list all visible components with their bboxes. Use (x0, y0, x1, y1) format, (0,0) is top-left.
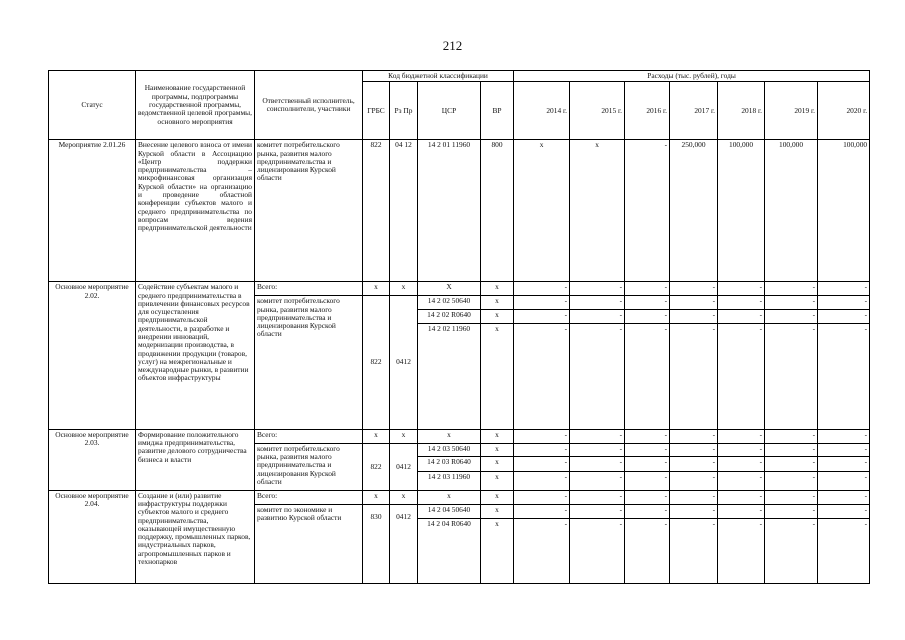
cell-value: - (670, 296, 718, 310)
cell-value: - (718, 429, 765, 443)
cell-value: - (670, 504, 718, 518)
header-year: 2014 г. (514, 82, 570, 140)
cell-value: - (818, 504, 870, 518)
cell-vr: x (481, 490, 514, 504)
cell-rzpr: 0412 (390, 296, 418, 430)
cell-vr: x (481, 504, 514, 518)
cell-value: - (570, 490, 625, 504)
row-name: Создание и (или) развитие инфраструктуры поддержки субъектов малого и среднего предпринимательства, оказывающей имущественную поддержку, промышленных парков, индустриальных парков, агропромышленных парков и технопарков (136, 490, 255, 584)
cell-grbs: x (363, 282, 390, 296)
cell-csr: 14 2 01 11960 (418, 140, 481, 282)
cell-grbs: 822 (363, 140, 390, 282)
cell-value: - (670, 310, 718, 324)
cell-value: 100,000 (718, 140, 765, 282)
cell-value: - (670, 324, 718, 338)
row-responsible: комитет потребительского рынка, развития малого предпринимательства и лицензирования Курской области (255, 296, 363, 430)
cell-value: - (718, 518, 765, 532)
cell-value: - (818, 490, 870, 504)
cell-csr: X (418, 282, 481, 296)
cell-vr: x (481, 324, 514, 338)
cell-value: - (670, 471, 718, 490)
cell-value: - (718, 490, 765, 504)
cell-value: - (625, 471, 670, 490)
page-number: 212 (442, 38, 463, 53)
cell-value: - (818, 456, 870, 471)
header-name: Наименование государственной программы, подпрограммы государственной программы, ведомственной целевой программы, основного мероприятия (136, 71, 255, 140)
row-responsible: комитет по экономике и развитию Курской области (255, 504, 363, 584)
cell-vr: x (481, 443, 514, 456)
cell-value: - (765, 490, 818, 504)
header-year: 2016 г. (625, 82, 670, 140)
header-vr: ВР (481, 82, 514, 140)
cell-csr: 14 2 03 50640 (418, 443, 481, 456)
cell-value: - (765, 324, 818, 338)
cell-value: - (514, 296, 570, 310)
cell-csr: 14 2 04 50640 (418, 504, 481, 518)
row-status: Основное мероприятие 2.02. (49, 282, 136, 430)
cell-rzpr: 0412 (390, 504, 418, 584)
cell-vr: x (481, 429, 514, 443)
budget-table (48, 70, 870, 584)
cell-value: - (570, 429, 625, 443)
cell-value: - (625, 456, 670, 471)
table-row (49, 490, 870, 504)
cell-rzpr: x (390, 490, 418, 504)
cell-value: - (625, 504, 670, 518)
row-name: Содействие субъектам малого и среднего предпринимательства в привлечении финансовых ресурсов для осуществления предпринимательской деятельности, в разработке и внедрении инноваций, модернизации производства, в продвижении продукции (товаров, услуг) на межрегиональные и международные рынки, в развитии объектов инфраструктуры (136, 282, 255, 430)
cell-value: - (625, 310, 670, 324)
cell-grbs: 822 (363, 296, 390, 430)
cell-value: - (625, 518, 670, 532)
cell-vr: 800 (481, 140, 514, 282)
cell-value: - (818, 282, 870, 296)
cell-grbs: 830 (363, 504, 390, 584)
cell-value: 250,000 (670, 140, 718, 282)
row-responsible: комитет потребительского рынка, развития малого предпринимательства и лицензирования Курской области (255, 443, 363, 490)
header-year: 2019 г. (765, 82, 818, 140)
cell-value: x (514, 140, 570, 282)
cell-value: - (514, 282, 570, 296)
header-grbs: ГРБС (363, 82, 390, 140)
cell-vr: x (481, 296, 514, 310)
cell-value: - (514, 456, 570, 471)
cell-value: - (718, 456, 765, 471)
header-year: 2018 г. (718, 82, 765, 140)
row-status: Основное мероприятие 2.04. (49, 490, 136, 584)
cell-value: - (570, 296, 625, 310)
cell-csr: 14 2 04 R0640 (418, 518, 481, 532)
cell-csr: 14 2 03 R0640 (418, 456, 481, 471)
cell-value: - (765, 310, 818, 324)
header-year: 2015 г. (570, 82, 625, 140)
cell-value: - (570, 443, 625, 456)
cell-vr: x (481, 518, 514, 532)
cell-value: - (765, 443, 818, 456)
table-row (49, 282, 870, 296)
cell-value: - (718, 296, 765, 310)
cell-vr: x (481, 471, 514, 490)
cell-value: - (570, 282, 625, 296)
header-rzpr: Рз Пр (390, 82, 418, 140)
row-responsible: комитет потребительского рынка, развития малого предпринимательства и лицензирования Курской области (255, 140, 363, 282)
cell-value: - (765, 518, 818, 532)
cell-value: - (670, 456, 718, 471)
cell-csr: 14 2 02 11960 (418, 324, 481, 338)
cell-value: - (625, 443, 670, 456)
cell-value: - (570, 456, 625, 471)
cell-value: - (514, 518, 570, 532)
cell-value: - (765, 429, 818, 443)
cell-value: - (765, 296, 818, 310)
cell-value: - (625, 324, 670, 338)
row-total-label: Всего: (255, 429, 363, 443)
cell-value: - (514, 490, 570, 504)
cell-value: - (625, 429, 670, 443)
cell-rzpr: x (390, 429, 418, 443)
cell-value: - (718, 282, 765, 296)
row-status: Мероприятие 2.01.26 (49, 140, 136, 282)
cell-csr: 14 2 03 11960 (418, 471, 481, 490)
cell-vr: x (481, 310, 514, 324)
header-status: Статус (49, 71, 136, 140)
row-name: Формирование положительного имиджа предпринимательства, развитие делового сотрудничества бизнеса и власти (136, 429, 255, 490)
cell-value: - (818, 518, 870, 532)
cell-value: - (625, 140, 670, 282)
cell-csr: 14 2 02 R0640 (418, 310, 481, 324)
cell-rzpr: x (390, 282, 418, 296)
row-total-label: Всего: (255, 490, 363, 504)
header-budget-code: Код бюджетной классификации (363, 71, 514, 82)
cell-value: - (514, 504, 570, 518)
header-year: 2020 г. (818, 82, 870, 140)
cell-value: - (765, 471, 818, 490)
cell-value: - (514, 429, 570, 443)
cell-value: - (718, 310, 765, 324)
cell-value: - (670, 429, 718, 443)
cell-csr: x (418, 490, 481, 504)
cell-rzpr: 0412 (390, 443, 418, 490)
cell-value: - (818, 429, 870, 443)
cell-value: - (670, 443, 718, 456)
header-responsible: Ответственный исполнитель, соисполнители, участники (255, 71, 363, 140)
cell-value: - (765, 456, 818, 471)
header-expenses: Расходы (тыс. рублей), годы (514, 71, 870, 82)
cell-grbs: 822 (363, 443, 390, 490)
cell-value: - (818, 324, 870, 338)
cell-value: - (670, 518, 718, 532)
cell-value: - (718, 324, 765, 338)
cell-value: - (514, 324, 570, 338)
cell-vr: x (481, 456, 514, 471)
cell-value: - (818, 443, 870, 456)
cell-value: - (818, 310, 870, 324)
cell-value: - (718, 504, 765, 518)
cell-value: - (570, 310, 625, 324)
header-year: 2017 г. (670, 82, 718, 140)
cell-value: - (670, 490, 718, 504)
cell-value: - (718, 443, 765, 456)
cell-value: - (514, 310, 570, 324)
cell-value: - (570, 471, 625, 490)
cell-value: 100,000 (765, 140, 818, 282)
cell-value: - (765, 282, 818, 296)
table-row (49, 429, 870, 443)
row-name: Внесение целевого взноса от имени Курской области в Ассоциацию «Центр поддержки предпринимательства – микрофинансовая организация Курской области» на организацию и проведение областной конференции субъектов малого и среднего предпринимательства по вопросам ведения предпринимательской деятельности (136, 140, 255, 282)
cell-value: - (570, 504, 625, 518)
cell-value: - (570, 324, 625, 338)
cell-vr: x (481, 282, 514, 296)
cell-value: - (514, 443, 570, 456)
cell-csr: 14 2 02 50640 (418, 296, 481, 310)
cell-csr: x (418, 429, 481, 443)
cell-value: - (625, 296, 670, 310)
cell-grbs: x (363, 490, 390, 504)
cell-value: - (765, 504, 818, 518)
cell-value: - (818, 471, 870, 490)
cell-value: - (570, 518, 625, 532)
cell-value: - (718, 471, 765, 490)
cell-value: - (625, 282, 670, 296)
cell-value: - (670, 282, 718, 296)
table-row (49, 140, 870, 282)
cell-value: 100,000 (818, 140, 870, 282)
cell-grbs: x (363, 429, 390, 443)
row-total-label: Всего: (255, 282, 363, 296)
cell-value: - (514, 471, 570, 490)
row-status: Основное мероприятие 2.03. (49, 429, 136, 490)
cell-value: x (570, 140, 625, 282)
cell-value: - (818, 296, 870, 310)
cell-rzpr: 04 12 (390, 140, 418, 282)
header-csr: ЦСР (418, 82, 481, 140)
cell-value: - (625, 490, 670, 504)
